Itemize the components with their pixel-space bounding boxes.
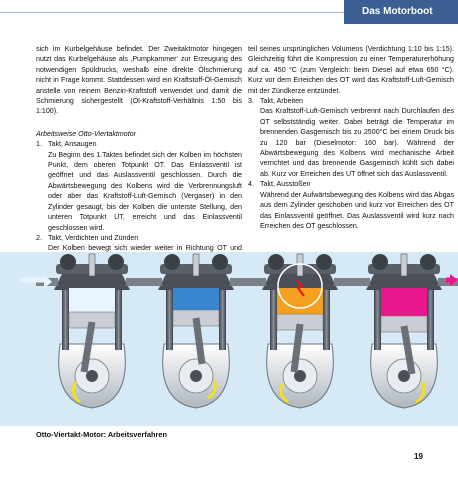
header-rule [0, 12, 344, 13]
item-text: Während der Aufwärtsbewegung des Kolbens wird das Abgas aus dem Zylinder geschoben und kurz vor Erreichen des OT das Einlassventil geöffnet. Das Auslassventil wird kurz nach Erreichen des OT geschlossen. [260, 190, 455, 230]
engine-stroke-4 [348, 254, 458, 408]
engine-cycle-illustration [0, 252, 458, 426]
page-number: 19 [414, 452, 423, 461]
item-number: 2. [36, 233, 42, 242]
item-text: Zu Beginn des 1.Taktes befindet sich der Kolben im höchsten Punkt, dem oberen Totpunkt OT. Das Einlassventil ist geöffnet und das Auslassventil geschlossen. Durch die Abwärtsbewegung des Kolbens wird die Verbrennungsluft oder aber das Kraftstoff-Luft-Gemisch (Vergaser) in den Zylinder gesaugt, bis der Kolben die unterste Stellung, den unteren Totpunkt UT, erreicht und das Einlassventil geschlossen wird. [48, 150, 242, 232]
item-number: 3. [248, 97, 254, 106]
intro-paragraph: sich im Kurbelgehäuse befindet. Der Zweitaktmotor hingegen nutzt das Kurbelgehäuse als ‚Pumpkammer‘ zur Erzeugung des notwendigen Spüldrucks, weshalb eine direkte Ölschmierung nicht in Frage kommt. Stattdessen wird ein Kraftstoff-Öl-Gemisch anstelle von reinem Benzin-Kraftstoff verwendet und damit die Schmierung sichergestellt (Öl-Kraftstoff-Verhältnis 1:50 bis 1:100). [36, 45, 242, 116]
engine-stroke-3 [244, 254, 356, 408]
left-column [36, 44, 242, 275]
item-number: 4. [248, 180, 254, 189]
item-title: Takt, Arbeiten [260, 97, 303, 106]
page-header [0, 0, 458, 26]
list-item [248, 179, 454, 231]
section-title: Das Motorboot [344, 0, 458, 24]
item-number: 1. [36, 140, 42, 149]
item-title: Takt, Ausstoßen [260, 180, 311, 189]
intro-paragraph: teil seines ursprünglichen Volumens (Verdichtung 1:10 bis 1:15). Gleichzeitig führt die Kompression zu einer Temperaturerhöhung auf ca. 450 °C (zum Vergleich: beim Diesel auf etwa 650 °C). Kurz vor dem Erreichen des OT wird das Kraftstoff-Luft-Gemisch mit der Zündkerze entzündet. [248, 45, 454, 95]
item-text: Das Kraftstoff-Luft-Gemisch verbrennt nach Durchlaufen des OT selbstständig weiter. Dabei beträgt die Temperatur im brennenden Gasgemisch bis zu 2500°C bei einem Druck bis zu 120 bar (Dieselmotor: 160 bar). Während der Abwärtsbewegung des Kolbens wird mechanische Arbeit verrichtet und das brennende Gasgemisch kühlt sich dabei ab. Kurz vor Erreichen des UT öffnet sich das Auslassventil. [260, 107, 454, 178]
item-text: Der Kolben bewegt sich wieder weiter in Richtung OT und [48, 244, 242, 253]
item-title: Takt, Verdichten und Zünden [48, 233, 139, 242]
item-title: Takt, Ansaugen [48, 140, 97, 149]
figure-caption: Otto-Viertakt-Motor: Arbeitsverfahren [36, 430, 167, 439]
right-column [248, 44, 454, 231]
list-item [36, 139, 242, 233]
section-heading: Arbeitsweise Otto-Viertaktmotor [36, 129, 137, 138]
engine-stroke-1 [20, 254, 148, 408]
list-item [248, 96, 454, 179]
engine-stroke-2 [140, 254, 252, 408]
